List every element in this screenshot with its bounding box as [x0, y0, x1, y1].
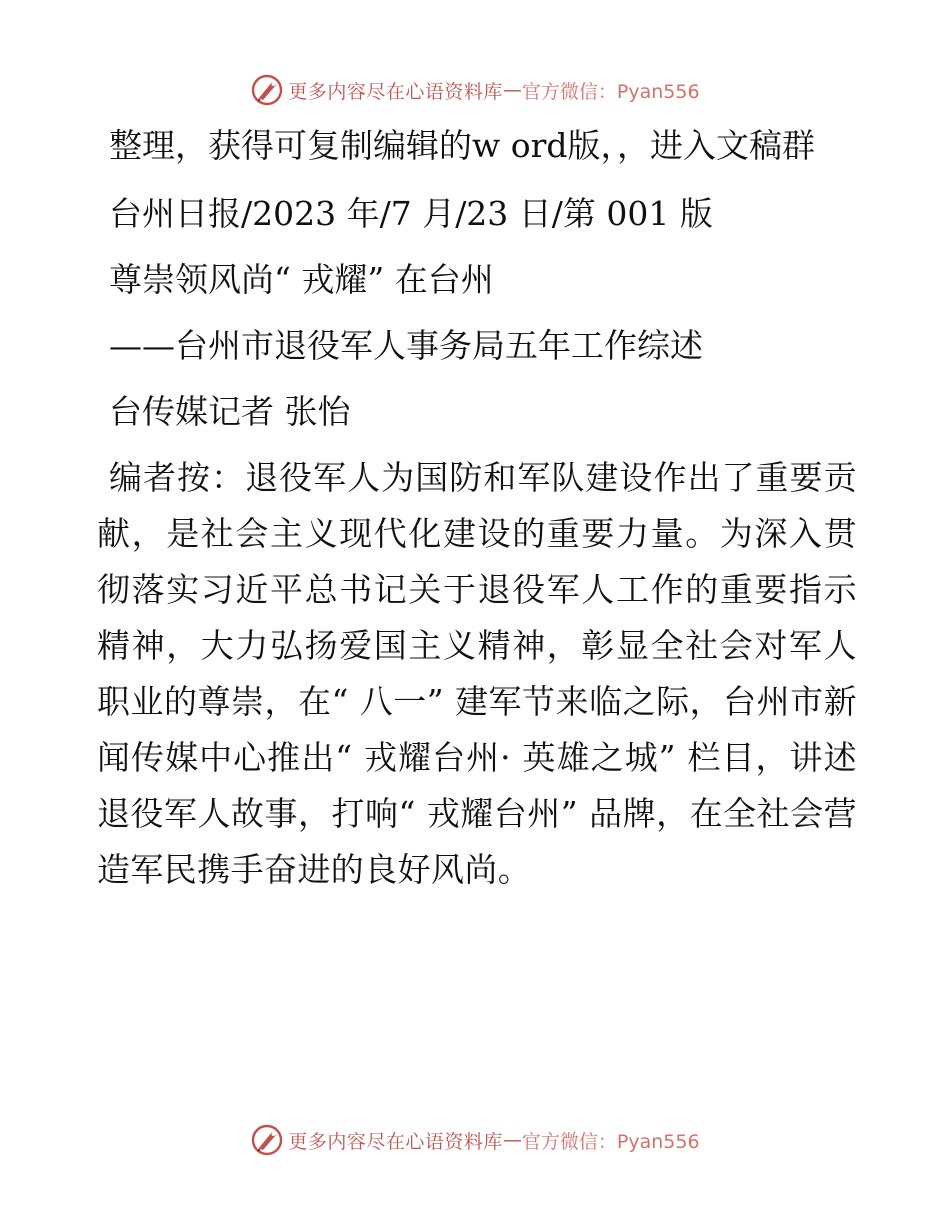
- header-banner: [0, 70, 950, 110]
- document-body: [97, 118, 857, 898]
- footer-banner-wechat: 官方微信：Pyan556: [521, 1130, 700, 1153]
- footer-banner: [0, 1120, 950, 1160]
- footer-banner-separator: —: [502, 1129, 522, 1151]
- byline: 台传媒记者 张怡: [109, 392, 351, 431]
- quill-logo-icon: [250, 1123, 284, 1157]
- source-line: 台州日报/2023 年/7 月/23 日/第 001 版: [109, 194, 713, 233]
- article-title: 尊崇领风尚“ 戎耀” 在台州: [109, 260, 494, 299]
- article-subtitle: ——台州市退役军人事务局五年工作综述: [109, 326, 703, 365]
- header-banner-separator: —: [502, 79, 522, 101]
- intro-paragraph: 整理，获得可复制编辑的w ord版，，进入文稿群: [109, 126, 816, 165]
- header-banner-wechat: 官方微信：Pyan556: [521, 80, 700, 103]
- header-banner-text: 更多内容尽在心语资料库: [288, 80, 503, 103]
- footer-banner-text: 更多内容尽在心语资料库: [288, 1130, 503, 1153]
- editor-note-paragraph: 编者按：退役军人为国防和军队建设作出了重要贡献，是社会主义现代化建设的重要力量。为深入贯彻落实习近平总书记关于退役军人工作的重要指示精神，大力弘扬爱国主义精神，彰显全社会对军人职业的尊崇，在“ 八一” 建军节来临之际，台州市新闻传媒中心推出“ 戎耀台州· 英雄之城” 栏目，讲述退役军人故事，打响“ 戎耀台州” 品牌，在全社会营造军民携手奋进的良好风尚。: [97, 458, 857, 889]
- quill-logo-icon: [250, 73, 284, 107]
